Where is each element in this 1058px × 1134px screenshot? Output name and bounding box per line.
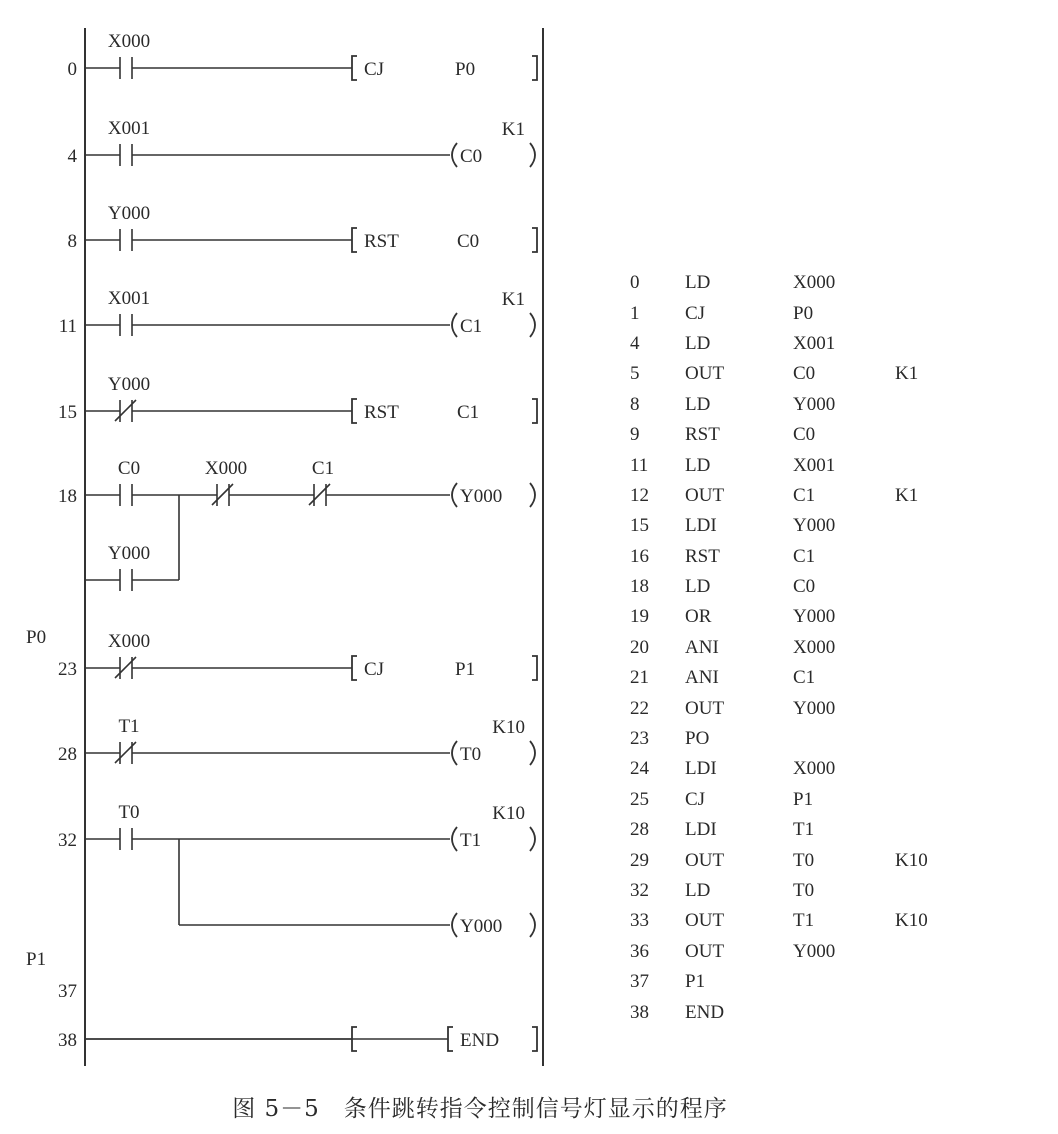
listing-step: 9 bbox=[630, 424, 640, 446]
listing-step: 11 bbox=[630, 454, 649, 476]
listing-instruction: OUT bbox=[685, 484, 725, 506]
listing-constant bbox=[895, 997, 955, 1027]
listing-constant bbox=[895, 633, 955, 663]
listing-step: 37 bbox=[630, 971, 649, 993]
listing-step: 15 bbox=[630, 515, 649, 537]
listing-step: 12 bbox=[630, 484, 649, 506]
listing-step: 21 bbox=[630, 667, 649, 689]
listing-constant bbox=[895, 511, 955, 541]
listing-operand: X000 bbox=[793, 758, 836, 780]
listing-step: 4 bbox=[630, 332, 640, 354]
listing-row bbox=[630, 845, 955, 875]
listing-instruction: PO bbox=[685, 728, 710, 750]
contact-label: X000 bbox=[204, 458, 248, 479]
instruction-close-bracket bbox=[532, 228, 537, 252]
normally-open-contact bbox=[120, 314, 132, 336]
coil-open-paren bbox=[452, 143, 457, 167]
listing-constant bbox=[895, 602, 955, 632]
listing-instruction: P1 bbox=[685, 971, 706, 993]
listing-instruction: RST bbox=[685, 424, 720, 446]
listing-operand: Y000 bbox=[793, 697, 836, 719]
listing-constant: K1 bbox=[895, 363, 919, 385]
listing-operand bbox=[793, 967, 895, 997]
listing-step: 32 bbox=[630, 880, 649, 901]
step-number: 11 bbox=[58, 316, 77, 337]
step-number: 28 bbox=[58, 744, 77, 765]
listing-step: 0 bbox=[630, 272, 640, 294]
listing-step: 38 bbox=[630, 1001, 649, 1023]
coil-close-paren bbox=[530, 143, 535, 167]
coil-name: Y000 bbox=[460, 486, 503, 507]
listing-operand: Y000 bbox=[793, 940, 836, 962]
step-number: 32 bbox=[58, 830, 77, 851]
contact-label: X000 bbox=[107, 631, 151, 652]
listing-row bbox=[630, 815, 955, 845]
step-number: 0 bbox=[67, 59, 77, 80]
normally-open-contact bbox=[120, 57, 132, 79]
listing-step: 19 bbox=[630, 606, 649, 628]
listing-row bbox=[630, 572, 955, 602]
listing-step: 24 bbox=[630, 758, 649, 780]
normally-open-contact bbox=[120, 229, 132, 251]
listing-instruction: LDI bbox=[685, 758, 717, 780]
listing-constant bbox=[895, 420, 955, 450]
instruction-mnemonic: RST bbox=[364, 402, 399, 423]
listing-row bbox=[630, 481, 955, 511]
contact-label: C0 bbox=[117, 458, 141, 479]
listing-instruction: LD bbox=[685, 332, 711, 354]
listing-row bbox=[630, 420, 955, 450]
listing-row bbox=[630, 450, 955, 480]
listing-step: 28 bbox=[630, 819, 649, 841]
listing-constant bbox=[895, 815, 955, 845]
step-number: 4 bbox=[67, 146, 77, 167]
listing-operand: Y000 bbox=[793, 606, 836, 628]
coil-close-paren bbox=[530, 741, 535, 765]
listing-constant bbox=[895, 724, 955, 754]
listing-row bbox=[630, 876, 955, 906]
coil-close-paren bbox=[530, 483, 535, 507]
coil-open-paren bbox=[452, 913, 457, 937]
contact-label: X001 bbox=[107, 118, 151, 139]
listing-step: 36 bbox=[630, 940, 649, 962]
listing-row bbox=[630, 329, 955, 359]
coil-close-paren bbox=[530, 827, 535, 851]
coil-open-paren bbox=[452, 313, 457, 337]
listing-instruction: RST bbox=[685, 545, 720, 567]
listing-row bbox=[630, 602, 955, 632]
pointer-label: P0 bbox=[26, 627, 47, 648]
pointer-label: P1 bbox=[26, 949, 47, 970]
listing-row bbox=[630, 390, 955, 420]
listing-row bbox=[630, 967, 955, 997]
instruction-open-bracket bbox=[352, 228, 357, 252]
listing-row bbox=[630, 754, 955, 784]
listing-row bbox=[630, 997, 955, 1027]
listing-instruction: ANI bbox=[685, 667, 719, 689]
listing-step: 33 bbox=[630, 910, 649, 932]
listing-constant bbox=[895, 298, 955, 328]
listing-instruction: ANI bbox=[685, 636, 719, 658]
listing-operand: C0 bbox=[793, 576, 816, 598]
listing-operand: X000 bbox=[793, 636, 836, 658]
instruction-close-bracket bbox=[532, 656, 537, 680]
listing-row bbox=[630, 359, 955, 389]
listing-row bbox=[630, 906, 955, 936]
listing-instruction: LD bbox=[685, 576, 711, 598]
listing-operand: X001 bbox=[793, 332, 836, 354]
listing-operand: C0 bbox=[793, 363, 816, 385]
coil-open-paren bbox=[452, 741, 457, 765]
listing-step: 20 bbox=[630, 636, 649, 658]
listing-operand: C1 bbox=[793, 667, 816, 689]
listing-instruction: LD bbox=[685, 880, 711, 901]
listing-constant: K10 bbox=[895, 849, 928, 871]
step-number: 23 bbox=[58, 659, 77, 680]
listing-row bbox=[630, 268, 955, 298]
listing-constant bbox=[895, 329, 955, 359]
coil-open-paren bbox=[452, 483, 457, 507]
listing-operand: T0 bbox=[793, 849, 815, 871]
coil-name: C1 bbox=[460, 316, 483, 337]
coil-open-paren bbox=[452, 827, 457, 851]
listing-constant bbox=[895, 937, 955, 967]
instruction-open-bracket bbox=[448, 1027, 453, 1051]
instruction-mnemonic: RST bbox=[364, 231, 399, 252]
contact-label: Y000 bbox=[107, 543, 151, 564]
instruction-open-bracket bbox=[352, 399, 357, 423]
listing-operand: Y000 bbox=[793, 515, 836, 537]
listing-constant: K10 bbox=[895, 910, 928, 932]
normally-open-contact bbox=[120, 484, 132, 506]
contact-label: T0 bbox=[118, 802, 140, 823]
instruction-mnemonic: END bbox=[460, 1030, 500, 1051]
coil-close-paren bbox=[530, 313, 535, 337]
instruction-operand: P0 bbox=[455, 59, 476, 80]
listing-row bbox=[630, 542, 955, 572]
coil-name: T1 bbox=[460, 830, 482, 851]
coil-name: T0 bbox=[460, 744, 482, 765]
listing-operand: C1 bbox=[793, 545, 816, 567]
listing-row bbox=[630, 298, 955, 328]
coil-constant: K10 bbox=[492, 803, 525, 824]
listing-step: 25 bbox=[630, 788, 649, 810]
listing-operand: T1 bbox=[793, 910, 815, 932]
listing-operand: T1 bbox=[793, 819, 815, 841]
listing-constant bbox=[895, 876, 955, 906]
listing-constant bbox=[895, 754, 955, 784]
normally-open-contact bbox=[120, 569, 132, 591]
contact-label: C1 bbox=[311, 458, 335, 479]
listing-instruction: CJ bbox=[685, 302, 706, 324]
listing-operand: C0 bbox=[793, 424, 816, 446]
listing-step: 23 bbox=[630, 728, 649, 750]
listing-operand: Y000 bbox=[793, 393, 836, 415]
listing-constant bbox=[895, 268, 955, 298]
coil-name: Y000 bbox=[460, 916, 503, 937]
listing-operand bbox=[793, 724, 895, 754]
listing-row bbox=[630, 663, 955, 693]
listing-row bbox=[630, 633, 955, 663]
listing-operand: P0 bbox=[793, 302, 814, 324]
instruction-listing bbox=[630, 268, 955, 1028]
contact-label: T1 bbox=[118, 716, 140, 737]
listing-operand: X000 bbox=[793, 272, 836, 294]
instruction-operand: P1 bbox=[455, 659, 476, 680]
contact-label: X001 bbox=[107, 288, 151, 309]
listing-constant bbox=[895, 785, 955, 815]
coil-constant: K1 bbox=[501, 119, 525, 140]
instruction-mnemonic: CJ bbox=[364, 659, 385, 680]
listing-instruction: END bbox=[685, 1001, 725, 1023]
instruction-operand: C1 bbox=[457, 402, 480, 423]
step-number: 38 bbox=[58, 1030, 77, 1051]
listing-instruction: OR bbox=[685, 606, 712, 628]
listing-instruction: OUT bbox=[685, 697, 725, 719]
listing-row bbox=[630, 724, 955, 754]
listing-instruction: LD bbox=[685, 454, 711, 476]
contact-label: X000 bbox=[107, 31, 151, 52]
listing-step: 29 bbox=[630, 849, 649, 871]
listing-constant: K1 bbox=[895, 484, 919, 506]
step-number: 37 bbox=[58, 981, 77, 1002]
listing-constant bbox=[895, 542, 955, 572]
listing-row bbox=[630, 937, 955, 967]
step-number: 18 bbox=[58, 486, 77, 507]
listing-step: 18 bbox=[630, 576, 649, 598]
listing-operand: X001 bbox=[793, 454, 836, 476]
listing-step: 5 bbox=[630, 363, 640, 385]
normally-open-contact bbox=[120, 144, 132, 166]
normally-open-contact bbox=[120, 828, 132, 850]
listing-row bbox=[630, 511, 955, 541]
instruction-open-bracket bbox=[352, 56, 357, 80]
listing-step: 16 bbox=[630, 545, 649, 567]
coil-constant: K1 bbox=[501, 289, 525, 310]
listing-instruction: OUT bbox=[685, 940, 725, 962]
listing-operand: C1 bbox=[793, 484, 816, 506]
listing-instruction: LDI bbox=[685, 819, 717, 841]
listing-step: 22 bbox=[630, 697, 649, 719]
listing-instruction: CJ bbox=[685, 788, 706, 810]
listing-constant bbox=[895, 967, 955, 997]
coil-name: C0 bbox=[460, 146, 483, 167]
listing-row bbox=[630, 693, 955, 723]
listing-instruction: LD bbox=[685, 393, 711, 415]
instruction-close-bracket bbox=[532, 399, 537, 423]
listing-constant bbox=[895, 572, 955, 602]
instruction-open-bracket bbox=[352, 656, 357, 680]
contact-label: Y000 bbox=[107, 374, 151, 395]
contact-label: Y000 bbox=[107, 203, 151, 224]
listing-step: 8 bbox=[630, 393, 640, 415]
listing-constant bbox=[895, 390, 955, 420]
listing-operand: T0 bbox=[793, 880, 815, 901]
listing-step: 1 bbox=[630, 302, 640, 324]
listing-operand bbox=[793, 997, 895, 1027]
listing-instruction: OUT bbox=[685, 910, 725, 932]
instruction-mnemonic: CJ bbox=[364, 59, 385, 80]
listing-row bbox=[630, 785, 955, 815]
listing-constant bbox=[895, 450, 955, 480]
listing-constant bbox=[895, 693, 955, 723]
step-number: 15 bbox=[58, 402, 77, 423]
listing-operand: P1 bbox=[793, 788, 814, 810]
listing-instruction: LDI bbox=[685, 515, 717, 537]
step-number: 8 bbox=[67, 231, 77, 252]
coil-close-paren bbox=[530, 913, 535, 937]
instruction-close-bracket bbox=[532, 1027, 537, 1051]
listing-instruction: LD bbox=[685, 272, 711, 294]
coil-constant: K10 bbox=[492, 717, 525, 738]
instruction-close-bracket bbox=[532, 56, 537, 80]
figure-caption: 图 5－5 条件跳转指令控制信号灯显示的程序 bbox=[232, 1096, 728, 1122]
listing-instruction: OUT bbox=[685, 849, 725, 871]
listing-instruction: OUT bbox=[685, 363, 725, 385]
listing-constant bbox=[895, 663, 955, 693]
instruction-operand: C0 bbox=[457, 231, 480, 252]
